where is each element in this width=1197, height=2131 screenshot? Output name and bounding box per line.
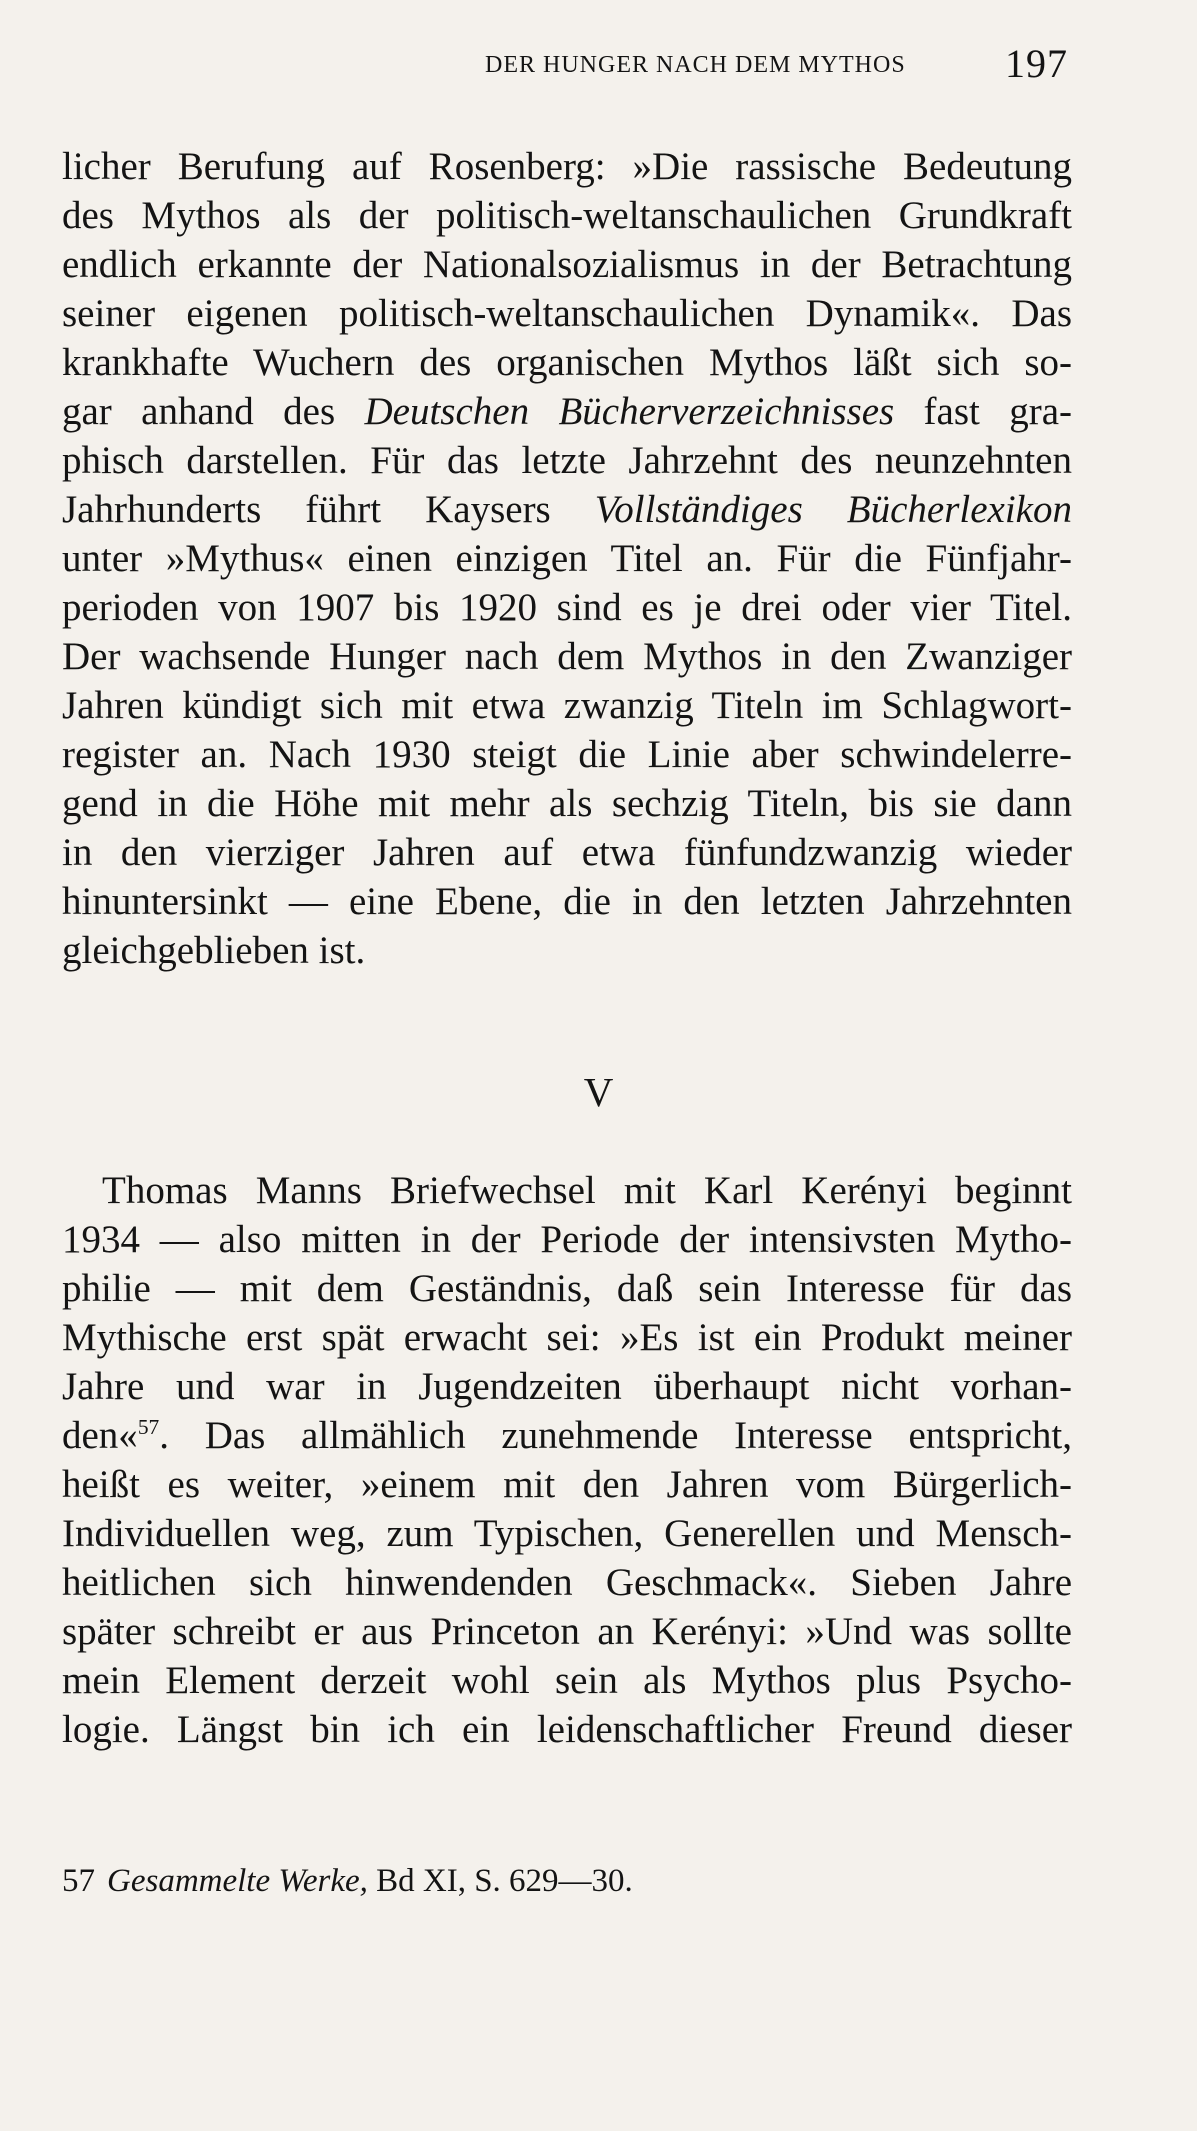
italic-title: Vollständiges Bücherlexikon xyxy=(594,488,1072,531)
text-line: gleichgeblieben ist. xyxy=(62,929,366,972)
text-fragment: gar anhand des xyxy=(62,390,365,433)
text-line: hinuntersinkt — eine Ebene, die in den letzten Jahrzehnten xyxy=(62,880,1072,923)
text-line: krankhafte Wuchern des organischen Mythos läßt sich so- xyxy=(62,341,1072,384)
footnote-reference: 57 xyxy=(137,1415,160,1439)
text-line: Jahre und war in Jugendzeiten überhaupt nicht vorhan- xyxy=(62,1365,1072,1408)
text-fragment: . Das allmählich zunehmende Interesse entspricht, xyxy=(159,1414,1072,1457)
text-fragment: den« xyxy=(62,1414,138,1457)
text-line: seiner eigenen politisch-weltanschaulichen Dynamik«. Das xyxy=(62,292,1072,335)
text-line-with-italic xyxy=(62,387,1072,436)
text-line: in den vierziger Jahren auf etwa fünfundzwanzig wieder xyxy=(62,831,1072,874)
section-heading: V xyxy=(583,1069,614,1115)
text-line: heißt es weiter, »einem mit den Jahren vom Bürgerlich- xyxy=(62,1463,1072,1506)
text-line: später schreibt er aus Princeton an Kerényi: »Und was sollte xyxy=(62,1610,1072,1653)
paragraph-1 xyxy=(62,142,1072,975)
text-line: register an. Nach 1930 steigt die Linie aber schwindelerre- xyxy=(62,733,1072,776)
text-line: Thomas Manns Briefwechsel mit Karl Kerényi beginnt xyxy=(102,1169,1072,1212)
text-line: Individuellen weg, zum Typischen, Generellen und Mensch- xyxy=(62,1512,1072,1555)
text-line: 1934 — also mitten in der Periode der intensivsten Mytho- xyxy=(62,1218,1072,1261)
footnote-title: Gesammelte Werke, xyxy=(107,1863,368,1899)
text-line-with-italic xyxy=(62,485,1072,534)
page-number: 197 xyxy=(1005,41,1068,86)
text-line: endlich erkannte der Nationalsozialismus in der Betrachtung xyxy=(62,243,1072,286)
footnote xyxy=(62,1863,633,1900)
paragraph-2 xyxy=(62,1166,1072,1754)
text-fragment: Jahrhunderts führt Kaysers xyxy=(62,488,595,531)
text-fragment: fast gra- xyxy=(894,390,1072,433)
text-line: heitlichen sich hinwendenden Geschmack«. Sieben Jahre xyxy=(62,1561,1072,1604)
text-line: logie. Längst bin ich ein leidenschaftlicher Freund dieser xyxy=(62,1708,1072,1751)
text-line: phisch darstellen. Für das letzte Jahrzehnt des neunzehnten xyxy=(62,439,1072,482)
text-line: licher Berufung auf Rosenberg: »Die rassische Bedeutung xyxy=(62,145,1072,188)
text-line: unter »Mythus« einen einzigen Titel an. Für die Fünfjahr- xyxy=(62,537,1072,580)
italic-title: Deutschen Bücherverzeichnisses xyxy=(364,390,895,433)
text-line: des Mythos als der politisch-weltanschaulichen Grundkraft xyxy=(62,194,1072,237)
text-line: philie — mit dem Geständnis, daß sein Interesse für das xyxy=(62,1267,1072,1310)
text-line: mein Element derzeit wohl sein als Mythos plus Psycho- xyxy=(62,1659,1072,1702)
text-line: Der wachsende Hunger nach dem Mythos in den Zwanziger xyxy=(62,635,1072,678)
text-line: Jahren kündigt sich mit etwa zwanzig Titeln im Schlagwort- xyxy=(62,684,1072,727)
text-line: Mythische erst spät erwacht sei: »Es ist ein Produkt meiner xyxy=(62,1316,1072,1359)
text-line-with-footnote-ref xyxy=(62,1411,1072,1460)
text-line: perioden von 1907 bis 1920 sind es je drei oder vier Titel. xyxy=(62,586,1072,629)
footnote-number: 57 xyxy=(62,1863,95,1899)
footnote-reference-text: Bd XI, S. 629—30. xyxy=(376,1863,633,1899)
text-line: gend in die Höhe mit mehr als sechzig Titeln, bis sie dann xyxy=(62,782,1072,825)
running-title: DER HUNGER NACH DEM MYTHOS xyxy=(485,52,906,78)
